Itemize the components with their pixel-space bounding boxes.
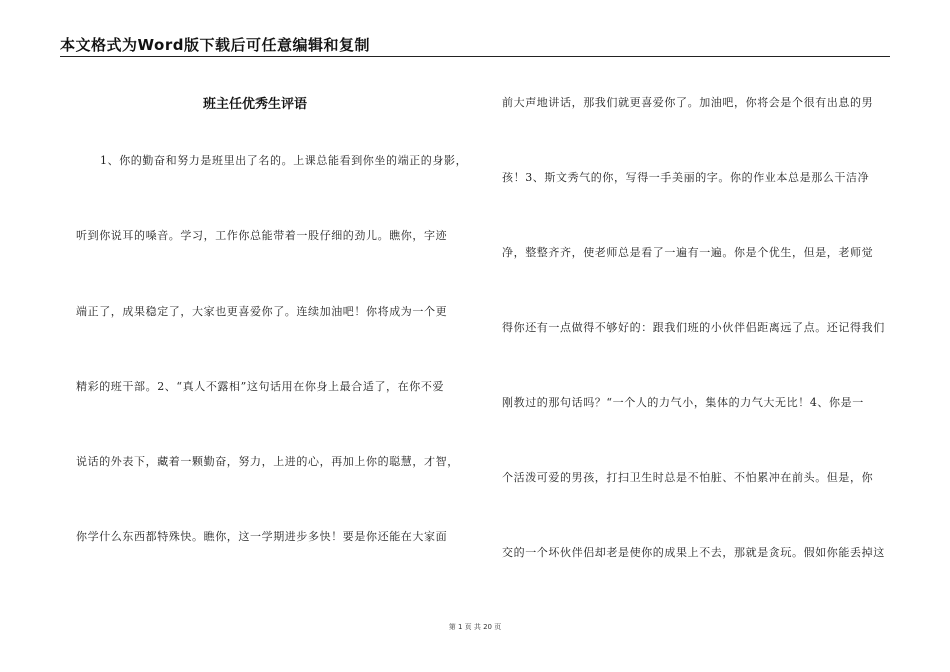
document-header-title: 本文格式为Word版下载后可任意编辑和复制 — [60, 36, 370, 54]
body-line-left-0: 1、你的勤奋和努力是班里出了名的。上课总能看到你坐的端正的身影， — [100, 154, 468, 167]
body-line-right-0: 前大声地讲话，那我们就更喜爱你了。加油吧，你将会是个很有出息的男 — [502, 96, 874, 109]
page-indicator: 第 1 页 共 20 页 — [448, 623, 502, 631]
body-line-left-4: 说话的外表下，藏着一颗勤奋，努力，上进的心，再加上你的聪慧，才智， — [76, 455, 459, 468]
body-line-left-1: 听到你说耳的嗓音。学习，工作你总能带着一股仔细的劲儿。瞧你，字迹 — [76, 229, 448, 242]
body-line-right-6: 交的一个坏伙伴侣却老是使你的成果上不去，那就是贪玩。假如你能丢掉这 — [502, 546, 885, 559]
body-line-left-2: 端正了，成果稳定了，大家也更喜爱你了。连续加油吧！你将成为一个更 — [76, 305, 448, 318]
body-line-right-3: 得你还有一点做得不够好的：跟我们班的小伙伴侣距离远了点。还记得我们 — [502, 321, 885, 334]
document-title: 班主任优秀生评语 — [202, 97, 307, 112]
body-line-right-2: 净，整整齐齐，使老师总是看了一遍有一遍。你是个优生，但是，老师觉 — [502, 246, 874, 259]
header-divider — [60, 56, 890, 57]
body-line-left-3: 精彩的班干部。2、“真人不露相”这句话用在你身上最合适了，在你不爱 — [76, 380, 445, 393]
body-line-left-5: 你学什么东西都特殊快。瞧你，这一学期进步多快！要是你还能在大家面 — [76, 530, 448, 543]
body-line-right-5: 个活泼可爱的男孩，打扫卫生时总是不怕脏、不怕累冲在前头。但是，你 — [502, 471, 874, 484]
body-line-right-1: 孩！3、斯文秀气的你，写得一手美丽的字。你的作业本总是那么干洁净 — [502, 171, 870, 184]
body-line-right-4: 刚教过的那句话吗？“一个人的力气小，集体的力气大无比！4、你是一 — [502, 396, 864, 409]
